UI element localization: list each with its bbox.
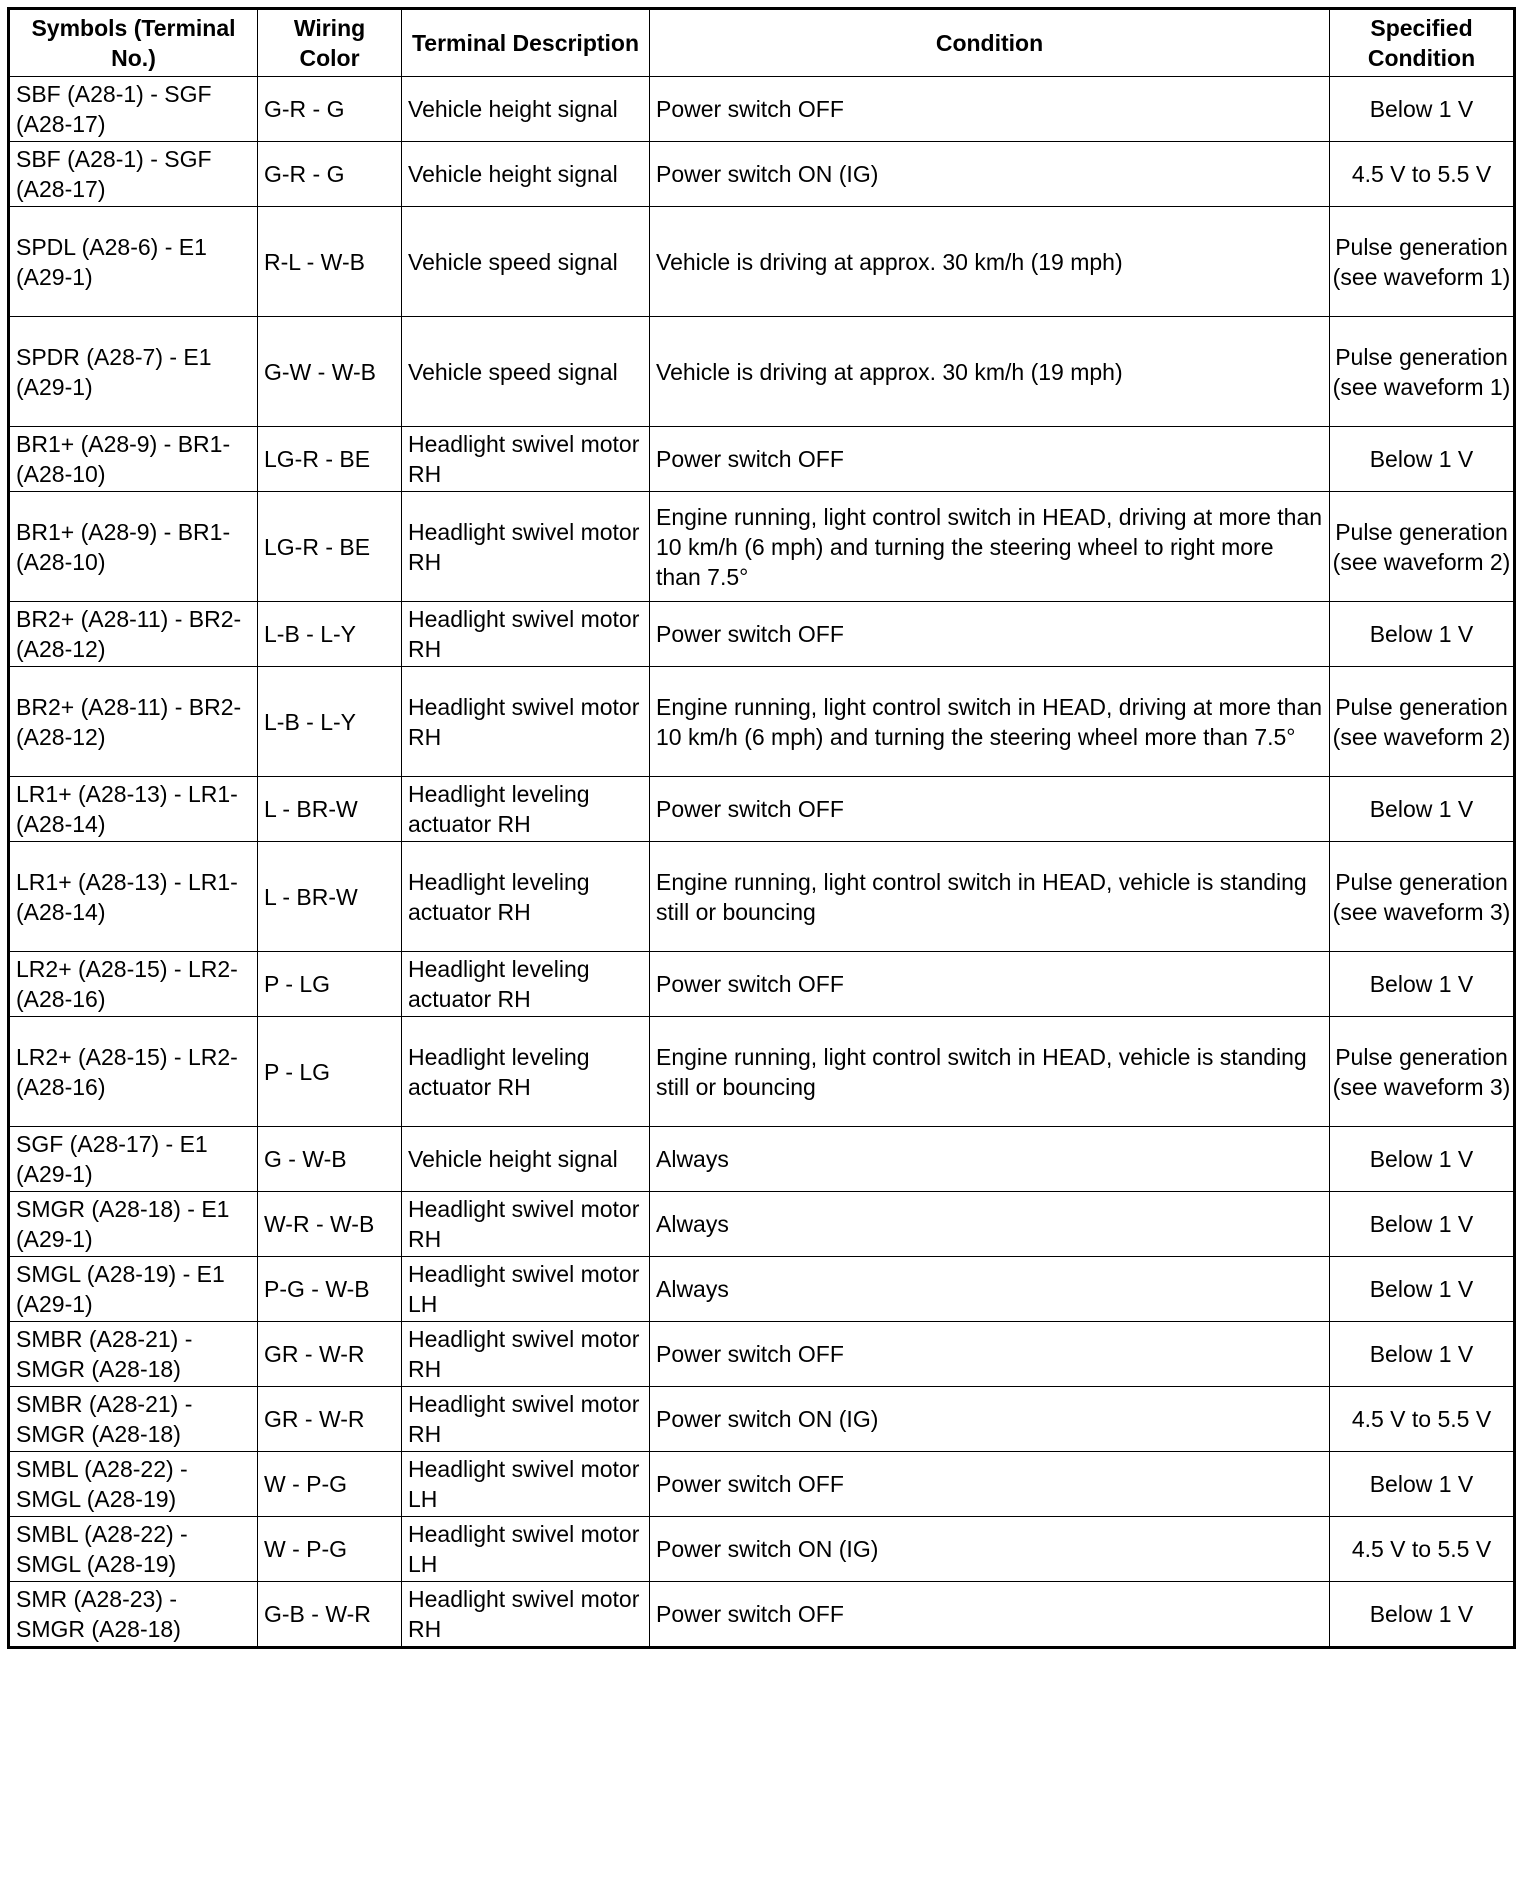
cell-wiring-color: G-W - W-B xyxy=(258,317,402,427)
cell-condition: Engine running, light control switch in HEAD, driving at more than 10 km/h (6 mph) and turning the steering wheel to right more than 7.5° xyxy=(650,492,1330,602)
cell-terminal-description: Headlight swivel motor RH xyxy=(402,667,650,777)
cell-terminal-description: Headlight swivel motor LH xyxy=(402,1257,650,1322)
terminal-spec-table-wrapper xyxy=(7,7,1516,1649)
cell-wiring-color: G-R - G xyxy=(258,77,402,142)
cell-condition: Engine running, light control switch in HEAD, vehicle is standing still or bouncing xyxy=(650,842,1330,952)
cell-specified-condition: 4.5 V to 5.5 V xyxy=(1330,1387,1515,1452)
cell-terminal-description: Headlight leveling actuator RH xyxy=(402,842,650,952)
cell-condition: Power switch OFF xyxy=(650,77,1330,142)
cell-wiring-color: W - P-G xyxy=(258,1517,402,1582)
cell-terminal-description: Headlight swivel motor RH xyxy=(402,492,650,602)
cell-condition: Engine running, light control switch in HEAD, vehicle is standing still or bouncing xyxy=(650,1017,1330,1127)
cell-specified-condition: Below 1 V xyxy=(1330,1582,1515,1648)
table-body xyxy=(9,77,1515,1648)
cell-wiring-color: P - LG xyxy=(258,952,402,1017)
cell-terminal-description: Headlight leveling actuator RH xyxy=(402,777,650,842)
cell-condition: Always xyxy=(650,1192,1330,1257)
cell-symbols: SPDR (A28-7) - E1 (A29-1) xyxy=(9,317,258,427)
cell-terminal-description: Headlight swivel motor RH xyxy=(402,427,650,492)
table-row xyxy=(9,142,1515,207)
header-condition: Condition xyxy=(650,9,1330,77)
cell-condition: Power switch ON (IG) xyxy=(650,1517,1330,1582)
table-row xyxy=(9,777,1515,842)
cell-symbols: SMBL (A28-22) - SMGL (A28-19) xyxy=(9,1517,258,1582)
cell-symbols: SMGR (A28-18) - E1 (A29-1) xyxy=(9,1192,258,1257)
table-row xyxy=(9,602,1515,667)
cell-wiring-color: GR - W-R xyxy=(258,1387,402,1452)
cell-specified-condition: Below 1 V xyxy=(1330,602,1515,667)
cell-symbols: BR1+ (A28-9) - BR1- (A28-10) xyxy=(9,427,258,492)
cell-symbols: LR1+ (A28-13) - LR1- (A28-14) xyxy=(9,842,258,952)
cell-symbols: SBF (A28-1) - SGF (A28-17) xyxy=(9,77,258,142)
table-row xyxy=(9,1582,1515,1648)
cell-terminal-description: Vehicle speed signal xyxy=(402,317,650,427)
cell-specified-condition: Below 1 V xyxy=(1330,427,1515,492)
header-symbols: Symbols (Terminal No.) xyxy=(9,9,258,77)
cell-condition: Power switch ON (IG) xyxy=(650,1387,1330,1452)
cell-symbols: BR2+ (A28-11) - BR2- (A28-12) xyxy=(9,667,258,777)
cell-terminal-description: Headlight swivel motor RH xyxy=(402,1192,650,1257)
cell-condition: Power switch OFF xyxy=(650,777,1330,842)
cell-wiring-color: LG-R - BE xyxy=(258,492,402,602)
cell-wiring-color: L-B - L-Y xyxy=(258,602,402,667)
cell-specified-condition: Pulse generation (see waveform 1) xyxy=(1330,317,1515,427)
header-specified-condition: Specified Condition xyxy=(1330,9,1515,77)
cell-wiring-color: P - LG xyxy=(258,1017,402,1127)
cell-condition: Power switch OFF xyxy=(650,1582,1330,1648)
table-row xyxy=(9,842,1515,952)
cell-wiring-color: W-R - W-B xyxy=(258,1192,402,1257)
cell-wiring-color: LG-R - BE xyxy=(258,427,402,492)
cell-specified-condition: Pulse generation (see waveform 3) xyxy=(1330,1017,1515,1127)
cell-terminal-description: Headlight swivel motor LH xyxy=(402,1452,650,1517)
cell-symbols: SBF (A28-1) - SGF (A28-17) xyxy=(9,142,258,207)
cell-specified-condition: Below 1 V xyxy=(1330,1322,1515,1387)
table-row xyxy=(9,1517,1515,1582)
cell-symbols: SMBR (A28-21) - SMGR (A28-18) xyxy=(9,1387,258,1452)
cell-wiring-color: G-R - G xyxy=(258,142,402,207)
cell-symbols: SMR (A28-23) - SMGR (A28-18) xyxy=(9,1582,258,1648)
cell-symbols: LR2+ (A28-15) - LR2- (A28-16) xyxy=(9,952,258,1017)
cell-terminal-description: Vehicle height signal xyxy=(402,1127,650,1192)
cell-terminal-description: Vehicle height signal xyxy=(402,77,650,142)
table-row xyxy=(9,1127,1515,1192)
cell-symbols: SMGL (A28-19) - E1 (A29-1) xyxy=(9,1257,258,1322)
table-header-row xyxy=(9,9,1515,77)
cell-wiring-color: G-B - W-R xyxy=(258,1582,402,1648)
cell-terminal-description: Headlight swivel motor RH xyxy=(402,1322,650,1387)
cell-specified-condition: Pulse generation (see waveform 2) xyxy=(1330,492,1515,602)
cell-symbols: BR1+ (A28-9) - BR1- (A28-10) xyxy=(9,492,258,602)
cell-condition: Power switch OFF xyxy=(650,1322,1330,1387)
cell-specified-condition: 4.5 V to 5.5 V xyxy=(1330,142,1515,207)
cell-symbols: SGF (A28-17) - E1 (A29-1) xyxy=(9,1127,258,1192)
table-row xyxy=(9,667,1515,777)
cell-condition: Power switch OFF xyxy=(650,427,1330,492)
cell-condition: Engine running, light control switch in HEAD, driving at more than 10 km/h (6 mph) and turning the steering wheel more than 7.5° xyxy=(650,667,1330,777)
cell-condition: Power switch ON (IG) xyxy=(650,142,1330,207)
cell-wiring-color: L - BR-W xyxy=(258,777,402,842)
cell-specified-condition: Below 1 V xyxy=(1330,1192,1515,1257)
table-row xyxy=(9,492,1515,602)
cell-condition: Power switch OFF xyxy=(650,602,1330,667)
table-row xyxy=(9,207,1515,317)
table-row xyxy=(9,1017,1515,1127)
cell-symbols: SPDL (A28-6) - E1 (A29-1) xyxy=(9,207,258,317)
cell-condition: Always xyxy=(650,1257,1330,1322)
table-row xyxy=(9,952,1515,1017)
cell-terminal-description: Headlight leveling actuator RH xyxy=(402,1017,650,1127)
cell-symbols: LR2+ (A28-15) - LR2- (A28-16) xyxy=(9,1017,258,1127)
table-row xyxy=(9,1452,1515,1517)
cell-terminal-description: Headlight swivel motor RH xyxy=(402,602,650,667)
table-row xyxy=(9,427,1515,492)
cell-specified-condition: 4.5 V to 5.5 V xyxy=(1330,1517,1515,1582)
table-row xyxy=(9,1257,1515,1322)
header-terminal-description: Terminal Description xyxy=(402,9,650,77)
table-row xyxy=(9,77,1515,142)
table-row xyxy=(9,1192,1515,1257)
terminal-spec-table xyxy=(7,7,1516,1649)
cell-condition: Vehicle is driving at approx. 30 km/h (19 mph) xyxy=(650,207,1330,317)
cell-symbols: LR1+ (A28-13) - LR1- (A28-14) xyxy=(9,777,258,842)
cell-symbols: BR2+ (A28-11) - BR2- (A28-12) xyxy=(9,602,258,667)
cell-terminal-description: Vehicle speed signal xyxy=(402,207,650,317)
table-row xyxy=(9,317,1515,427)
cell-wiring-color: G - W-B xyxy=(258,1127,402,1192)
cell-terminal-description: Headlight leveling actuator RH xyxy=(402,952,650,1017)
cell-wiring-color: L - BR-W xyxy=(258,842,402,952)
cell-specified-condition: Below 1 V xyxy=(1330,77,1515,142)
cell-specified-condition: Below 1 V xyxy=(1330,1127,1515,1192)
cell-terminal-description: Headlight swivel motor RH xyxy=(402,1387,650,1452)
cell-wiring-color: GR - W-R xyxy=(258,1322,402,1387)
cell-symbols: SMBR (A28-21) - SMGR (A28-18) xyxy=(9,1322,258,1387)
cell-specified-condition: Below 1 V xyxy=(1330,952,1515,1017)
cell-wiring-color: P-G - W-B xyxy=(258,1257,402,1322)
cell-specified-condition: Below 1 V xyxy=(1330,1452,1515,1517)
cell-specified-condition: Pulse generation (see waveform 1) xyxy=(1330,207,1515,317)
cell-terminal-description: Headlight swivel motor RH xyxy=(402,1582,650,1648)
cell-specified-condition: Pulse generation (see waveform 2) xyxy=(1330,667,1515,777)
cell-symbols: SMBL (A28-22) - SMGL (A28-19) xyxy=(9,1452,258,1517)
table-row xyxy=(9,1322,1515,1387)
cell-terminal-description: Headlight swivel motor LH xyxy=(402,1517,650,1582)
cell-condition: Power switch OFF xyxy=(650,952,1330,1017)
cell-condition: Vehicle is driving at approx. 30 km/h (19 mph) xyxy=(650,317,1330,427)
cell-specified-condition: Pulse generation (see waveform 3) xyxy=(1330,842,1515,952)
table-row xyxy=(9,1387,1515,1452)
cell-condition: Power switch OFF xyxy=(650,1452,1330,1517)
cell-terminal-description: Vehicle height signal xyxy=(402,142,650,207)
header-wiring-color: Wiring Color xyxy=(258,9,402,77)
cell-specified-condition: Below 1 V xyxy=(1330,777,1515,842)
cell-wiring-color: W - P-G xyxy=(258,1452,402,1517)
cell-wiring-color: L-B - L-Y xyxy=(258,667,402,777)
cell-condition: Always xyxy=(650,1127,1330,1192)
cell-specified-condition: Below 1 V xyxy=(1330,1257,1515,1322)
cell-wiring-color: R-L - W-B xyxy=(258,207,402,317)
